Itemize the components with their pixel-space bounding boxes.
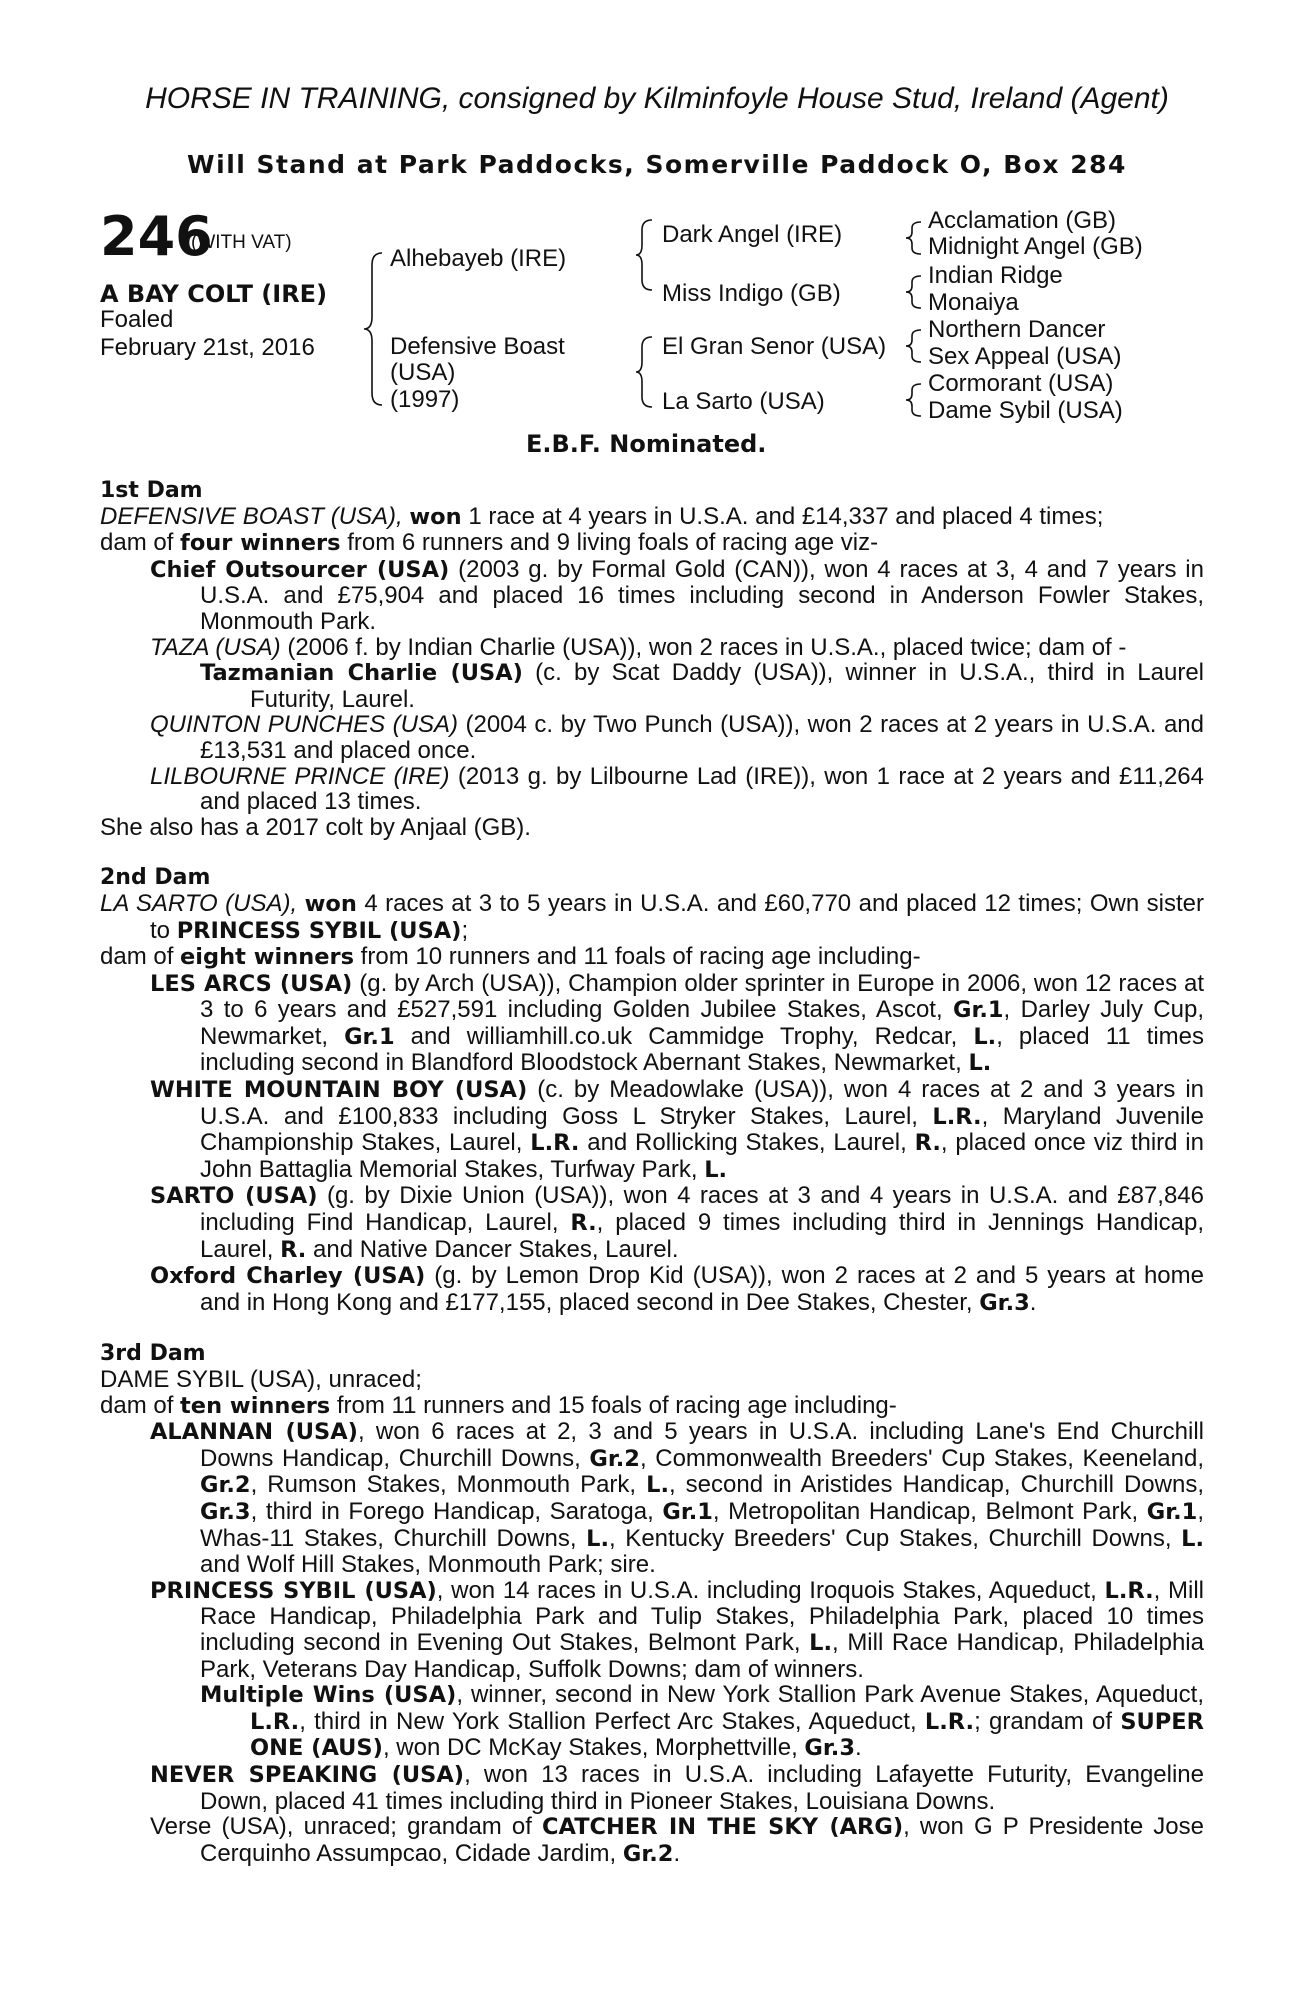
text-run: , won 6 races at 2, 3 and 5 years in U.S.A. including Lane's End Churchill Downs Handicap, Churchill Downs, bbox=[200, 1418, 1205, 1472]
text-run: , winner, second in New York Stallion Park Avenue Stakes, Aqueduct, bbox=[456, 1681, 1204, 1709]
text-run: , Mill Race Handicap, Philadelphia Park, Veterans Day Handicap, Suffolk Downs; dam of winners. bbox=[200, 1628, 1204, 1683]
bracket-gen3-4 bbox=[906, 384, 921, 416]
bold-text: Gr.3 bbox=[804, 1735, 855, 1762]
bold-text: NEVER SPEAKING (USA) bbox=[150, 1761, 465, 1788]
pedigree-dam-sire: El Gran Senor (USA) bbox=[662, 333, 887, 360]
pedigree-ssd: Midnight Angel (GB) bbox=[928, 233, 1143, 260]
text-run: DAME SYBIL (USA), unraced; bbox=[100, 1366, 422, 1393]
text-run: , Darley July Cup, Newmarket, bbox=[200, 996, 1204, 1050]
italic-text: DEFENSIVE BOAST (USA), bbox=[100, 502, 410, 530]
produce-summary bbox=[100, 530, 1204, 557]
bold-text: Oxford Charley (USA) bbox=[150, 1263, 426, 1290]
pedigree-sds: Indian Ridge bbox=[928, 262, 1063, 289]
pedigree-dsd: Sex Appeal (USA) bbox=[928, 343, 1122, 370]
italic-text: LA SARTO (USA), bbox=[100, 889, 305, 917]
text-run: dam of bbox=[100, 529, 181, 557]
text-run: 1 race at 4 years in U.S.A. and £14,337 and placed 4 times; bbox=[461, 502, 1104, 530]
vat-note: (WITH VAT) bbox=[191, 232, 292, 253]
text-run: (g. by Dixie Union (USA)), won 4 races at 3 and 4 years in U.S.A. and £87,846 including Find Handicap, Laurel, bbox=[200, 1182, 1204, 1237]
text-run: from 11 runners and 15 foals of racing age including- bbox=[330, 1391, 897, 1419]
pedigree-dam-line3: (1997) bbox=[390, 386, 460, 413]
text-run: , won 13 races in U.S.A. including Lafayette Futurity, Evangeline Down, placed 41 times including third in Pioneer Stakes, Louisiana Downs. bbox=[200, 1760, 1204, 1815]
text-run: dam of bbox=[100, 943, 181, 971]
italic-text: QUINTON PUNCHES (USA) bbox=[150, 711, 458, 739]
text-run: , third in New York Stallion Perfect Arc Stakes, Aqueduct, bbox=[299, 1707, 925, 1735]
text-run: ; bbox=[461, 916, 469, 944]
text-run: , placed 11 times including second in Blandford Bloodstock Abernant Stakes, Newmarket, bbox=[200, 1022, 1204, 1077]
text-run: dam of bbox=[100, 1391, 181, 1419]
bold-text: L. bbox=[646, 1472, 669, 1499]
ebf-nominated: E.B.F. Nominated. bbox=[526, 430, 767, 458]
pedigree-dss: Northern Dancer bbox=[928, 316, 1106, 343]
bold-text: L.R. bbox=[250, 1708, 300, 1735]
stand-location: Will Stand at Park Paddocks, Somerville Paddock O, Box 284 bbox=[187, 150, 1127, 179]
text-run: (2004 c. by Two Punch (USA)), won 2 races at 2 years in U.S.A. and £13,531 and placed once. bbox=[200, 711, 1205, 764]
produce-entry bbox=[100, 557, 1204, 635]
pedigree-dam-dam: La Sarto (USA) bbox=[662, 388, 825, 415]
bold-text: Gr.1 bbox=[1146, 1498, 1198, 1525]
bold-text: R. bbox=[914, 1130, 941, 1157]
pedigree-sire: Alhebayeb (IRE) bbox=[390, 245, 567, 272]
bold-text: WHITE MOUNTAIN BOY (USA) bbox=[150, 1077, 528, 1104]
produce-entry bbox=[100, 971, 1204, 1077]
produce-entry bbox=[100, 660, 1204, 712]
italic-text: TAZA (USA) bbox=[150, 633, 281, 661]
text-run: , Rumson Stakes, Monmouth Park, bbox=[250, 1471, 647, 1499]
produce-summary bbox=[100, 1393, 1204, 1420]
bold-text: L.R. bbox=[924, 1708, 975, 1735]
bold-text: Multiple Wins (USA) bbox=[200, 1682, 457, 1709]
bold-text: Tazmanian Charlie (USA) bbox=[200, 660, 523, 687]
text-run: (c. by Meadowlake (USA)), won 4 races at 2 and 3 years in U.S.A. and £100,833 including Goss L Stryker Stakes, Laurel, bbox=[200, 1076, 1204, 1130]
produce-entry bbox=[100, 1419, 1204, 1578]
bold-text: PRINCESS SYBIL (USA) bbox=[176, 917, 462, 944]
pedigree-sdd: Monaiya bbox=[928, 289, 1019, 316]
catalogue-body bbox=[100, 478, 1204, 1867]
bold-text: Gr.3 bbox=[979, 1289, 1030, 1316]
bold-text: L.R. bbox=[530, 1130, 580, 1157]
text-run: She also has a 2017 colt by Anjaal (GB). bbox=[100, 813, 531, 841]
dam-paragraph bbox=[100, 891, 1204, 944]
text-run: (g. by Lemon Drop Kid (USA)), won 2 races at 2 and 5 years at home and in Hong Kong and £177,155, placed second in Dee Stakes, Chester, bbox=[200, 1262, 1204, 1316]
bold-text: Chief Outsourcer (USA) bbox=[150, 556, 450, 583]
pedigree-sire-sire: Dark Angel (IRE) bbox=[662, 221, 843, 248]
bold-text: won bbox=[304, 890, 357, 917]
bold-text: L. bbox=[1181, 1525, 1205, 1552]
italic-text: LILBOURNE PRINCE (IRE) bbox=[150, 762, 450, 790]
produce-entry bbox=[100, 764, 1204, 815]
dam-paragraph bbox=[100, 504, 1204, 531]
text-run: , placed once viz third in John Battaglia Memorial Stakes, Turfway Park, bbox=[200, 1129, 1204, 1183]
produce-entry bbox=[100, 635, 1204, 661]
bold-text: LES ARCS (USA) bbox=[150, 970, 353, 997]
bracket-gen2-dam bbox=[636, 337, 652, 407]
section-title: 1st Dam bbox=[100, 478, 203, 503]
pedigree-sss: Acclamation (GB) bbox=[928, 207, 1117, 234]
foaled-date: February 21st, 2016 bbox=[100, 334, 315, 361]
pedigree-dds: Cormorant (USA) bbox=[928, 370, 1114, 397]
foaled-label: Foaled bbox=[100, 306, 174, 333]
bold-text: SARTO (USA) bbox=[150, 1183, 318, 1210]
produce-entry bbox=[100, 1814, 1204, 1867]
pedigree-dam-line2: (USA) bbox=[390, 359, 456, 386]
text-run: 4 races at 3 to 5 years in U.S.A. and £60,770 and placed 12 times; Own sister to bbox=[150, 889, 1205, 944]
text-run: , Maryland Juvenile Championship Stakes, Laurel, bbox=[200, 1102, 1204, 1157]
bold-text: L. bbox=[968, 1050, 992, 1077]
produce-entry bbox=[100, 1762, 1204, 1814]
lot-number: 246 bbox=[100, 205, 213, 268]
text-run: from 6 runners and 9 living foals of racing age viz- bbox=[340, 529, 879, 557]
produce-entry bbox=[100, 1077, 1204, 1183]
text-run: , won G P Presidente Jose Cerquinho Assumpcao, Cidade Jardim, bbox=[200, 1813, 1204, 1867]
produce-entry bbox=[100, 1578, 1204, 1682]
text-run: ; grandam of bbox=[974, 1707, 1121, 1735]
bracket-gen3-3 bbox=[906, 330, 921, 362]
bold-text: Gr.1 bbox=[662, 1498, 713, 1525]
bold-text: PRINCESS SYBIL (USA) bbox=[150, 1577, 437, 1604]
bracket-gen1 bbox=[364, 253, 382, 405]
bold-text: L.R. bbox=[1104, 1577, 1154, 1604]
bracket-gen2-sire bbox=[636, 220, 652, 290]
bold-text: L. bbox=[586, 1525, 610, 1552]
text-run: (2003 g. by Formal Gold (CAN)), won 4 races at 3, 4 and 7 years in U.S.A. and £75,904 and placed 16 times including second in Anderson Fowler Stakes, Monmouth Park. bbox=[200, 555, 1204, 635]
bold-text: L.R. bbox=[932, 1103, 982, 1130]
text-run: , Mill Race Handicap, Philadelphia Park and Tulip Stakes, Philadelphia Park, placed 10 times including second in Evening Out Stakes, Belmont Park, bbox=[200, 1576, 1204, 1656]
produce-summary bbox=[100, 944, 1204, 971]
pedigree-ddd: Dame Sybil (USA) bbox=[928, 397, 1123, 424]
section-title: 2nd Dam bbox=[100, 865, 211, 891]
text-run: . bbox=[1029, 1288, 1037, 1316]
produce-entry bbox=[100, 1682, 1204, 1762]
text-run: (2013 g. by Lilbourne Lad (IRE)), won 1 race at 2 years and £11,264 and placed 13 times. bbox=[200, 762, 1204, 816]
text-run: , second in Aristides Handicap, Churchill Downs, bbox=[669, 1471, 1204, 1499]
consignor-heading: HORSE IN TRAINING, consigned by Kilminfoyle House Stud, Ireland (Agent) bbox=[145, 82, 1169, 115]
bold-text: L. bbox=[973, 1023, 997, 1050]
first-dam-section bbox=[100, 478, 1204, 840]
text-run: , third in Forego Handicap, Saratoga, bbox=[250, 1497, 663, 1525]
pedigree-brackets bbox=[0, 0, 1314, 460]
section-title: 3rd Dam bbox=[100, 1341, 206, 1367]
text-run: , Whas-11 Stakes, Churchill Downs, bbox=[200, 1497, 1204, 1552]
dam-paragraph bbox=[100, 1367, 1204, 1393]
text-run: (g. by Arch (USA)), Champion older sprinter in Europe in 2006, won 12 races at 3 to 6 years and £527,591 including Golden Jubilee Stakes, Ascot, bbox=[200, 969, 1204, 1024]
bold-text: Gr.2 bbox=[200, 1472, 251, 1499]
produce-entry bbox=[100, 712, 1204, 763]
bracket-gen3-1 bbox=[906, 222, 921, 254]
bold-text: Gr.1 bbox=[344, 1023, 395, 1050]
bold-text: Gr.3 bbox=[200, 1498, 251, 1525]
text-run: from 10 runners and 11 foals of racing age including- bbox=[354, 943, 921, 971]
text-run: , won DC McKay Stakes, Morphettville, bbox=[382, 1734, 805, 1762]
bold-text: Gr.1 bbox=[952, 997, 1004, 1024]
bold-text: four winners bbox=[180, 530, 341, 557]
pedigree-sire-dam: Miss Indigo (GB) bbox=[662, 280, 841, 307]
text-run: . bbox=[854, 1734, 862, 1762]
text-run: (2006 f. by Indian Charlie (USA)), won 2 races in U.S.A., placed twice; dam of - bbox=[280, 633, 1127, 661]
bold-text: Gr.2 bbox=[622, 1840, 674, 1867]
text-run: and Native Dancer Stakes, Laurel. bbox=[306, 1235, 679, 1263]
bold-text: R. bbox=[570, 1210, 597, 1237]
bracket-gen3-2 bbox=[906, 276, 921, 308]
text-run: , Metropolitan Handicap, Belmont Park, bbox=[712, 1497, 1147, 1525]
produce-entry bbox=[100, 1263, 1204, 1316]
text-run: (c. by Scat Daddy (USA)), winner in U.S.A., third in Laurel Futurity, Laurel. bbox=[250, 659, 1204, 713]
bold-text: R. bbox=[280, 1236, 307, 1263]
text-run: Verse (USA), unraced; grandam of bbox=[150, 1813, 543, 1841]
text-run: and williamhill.co.uk Cammidge Trophy, Redcar, bbox=[394, 1022, 974, 1050]
text-run: . bbox=[673, 1839, 681, 1867]
bold-text: won bbox=[409, 503, 462, 530]
text-run: , placed 9 times including third in Jennings Handicap, Laurel, bbox=[200, 1209, 1204, 1263]
bold-text: SUPER ONE (AUS) bbox=[250, 1708, 1204, 1762]
text-run: and Wolf Hill Stakes, Monmouth Park; sire. bbox=[200, 1551, 656, 1579]
bold-text: ten winners bbox=[180, 1392, 331, 1419]
second-dam-section bbox=[100, 865, 1204, 1316]
text-run: , Commonwealth Breeders' Cup Stakes, Keeneland, bbox=[639, 1444, 1204, 1472]
text-run: , won 14 races in U.S.A. including Iroquois Stakes, Aqueduct, bbox=[436, 1576, 1105, 1604]
bold-text: L. bbox=[809, 1629, 833, 1656]
pedigree-dam-line1: Defensive Boast bbox=[390, 333, 565, 360]
bold-text: ALANNAN (USA) bbox=[150, 1419, 358, 1446]
bold-text: CATCHER IN THE SKY (ARG) bbox=[542, 1814, 904, 1841]
bold-text: L. bbox=[704, 1156, 728, 1183]
text-run: and Rollicking Stakes, Laurel, bbox=[579, 1129, 915, 1157]
bold-text: eight winners bbox=[180, 944, 355, 971]
lot-name: A BAY COLT (IRE) bbox=[100, 280, 328, 308]
bold-text: Gr.2 bbox=[589, 1445, 640, 1472]
third-dam-section bbox=[100, 1341, 1204, 1867]
text-run: , Kentucky Breeders' Cup Stakes, Churchill Downs, bbox=[609, 1524, 1182, 1552]
produce-note bbox=[100, 815, 1204, 841]
produce-entry bbox=[100, 1183, 1204, 1263]
